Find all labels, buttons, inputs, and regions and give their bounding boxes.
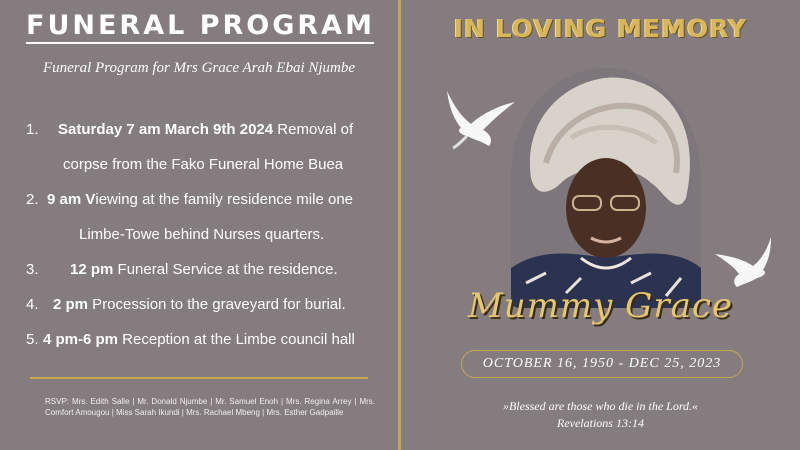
item-number: 3. — [26, 261, 39, 278]
rsvp-list: RSVP: Mrs. Edith Salle | Mr. Donald Njumbe | Mr. Samuel Enoh | Mrs. Regina Arrey | Mrs. Comfort Amougou | Miss Sarah Ikundi | Mrs. Rachael Mbeng | Mrs. Esther Gadpaille — [45, 397, 375, 417]
honoree-name: Mummy Grace — [467, 286, 734, 326]
item-text: Procession to the graveyard for burial. — [88, 296, 346, 313]
item-time: 12 pm — [70, 261, 114, 278]
item-time: 9 am V — [47, 191, 96, 208]
program-title: FUNERAL PROGRAM — [26, 10, 375, 41]
verse-reference: Revelations 13:14 — [557, 416, 644, 430]
verse-quote: »Blessed are those who die in the Lord.« — [502, 399, 699, 413]
dove-icon — [439, 86, 519, 151]
item-time: Saturday 7 am March 9th 2024 — [58, 121, 274, 138]
dove-icon — [709, 234, 779, 289]
item-number: 5. — [26, 331, 39, 348]
item-text: iewing at the family residence mile one — [95, 191, 354, 208]
gold-divider — [30, 377, 368, 379]
item-number: 4. — [26, 296, 39, 313]
item-text: Reception at the Limbe council hall — [118, 331, 355, 348]
program-panel — [0, 0, 398, 450]
item-text: Funeral Service at the residence. — [113, 261, 338, 278]
item-number: 2. — [26, 191, 39, 208]
life-dates: OCTOBER 16, 1950 - DEC 25, 2023 — [461, 350, 743, 378]
item-text: Limbe-Towe behind Nurses quarters. — [79, 226, 325, 243]
program-subtitle: Funeral Program for Mrs Grace Arah Ebai Njumbe — [42, 60, 356, 76]
item-number: 1. — [26, 121, 39, 138]
item-text: corpse from the Fako Funeral Home Buea — [63, 156, 344, 173]
scripture-verse — [401, 398, 800, 432]
item-text: Removal of — [273, 121, 354, 138]
memorial-panel — [401, 0, 800, 450]
portrait-photo — [511, 68, 701, 308]
item-time: 4 pm-6 pm — [43, 331, 119, 348]
memorial-heading: IN LOVING MEMORY — [453, 14, 748, 43]
title-underline — [26, 42, 374, 44]
item-time: 2 pm — [53, 296, 89, 313]
